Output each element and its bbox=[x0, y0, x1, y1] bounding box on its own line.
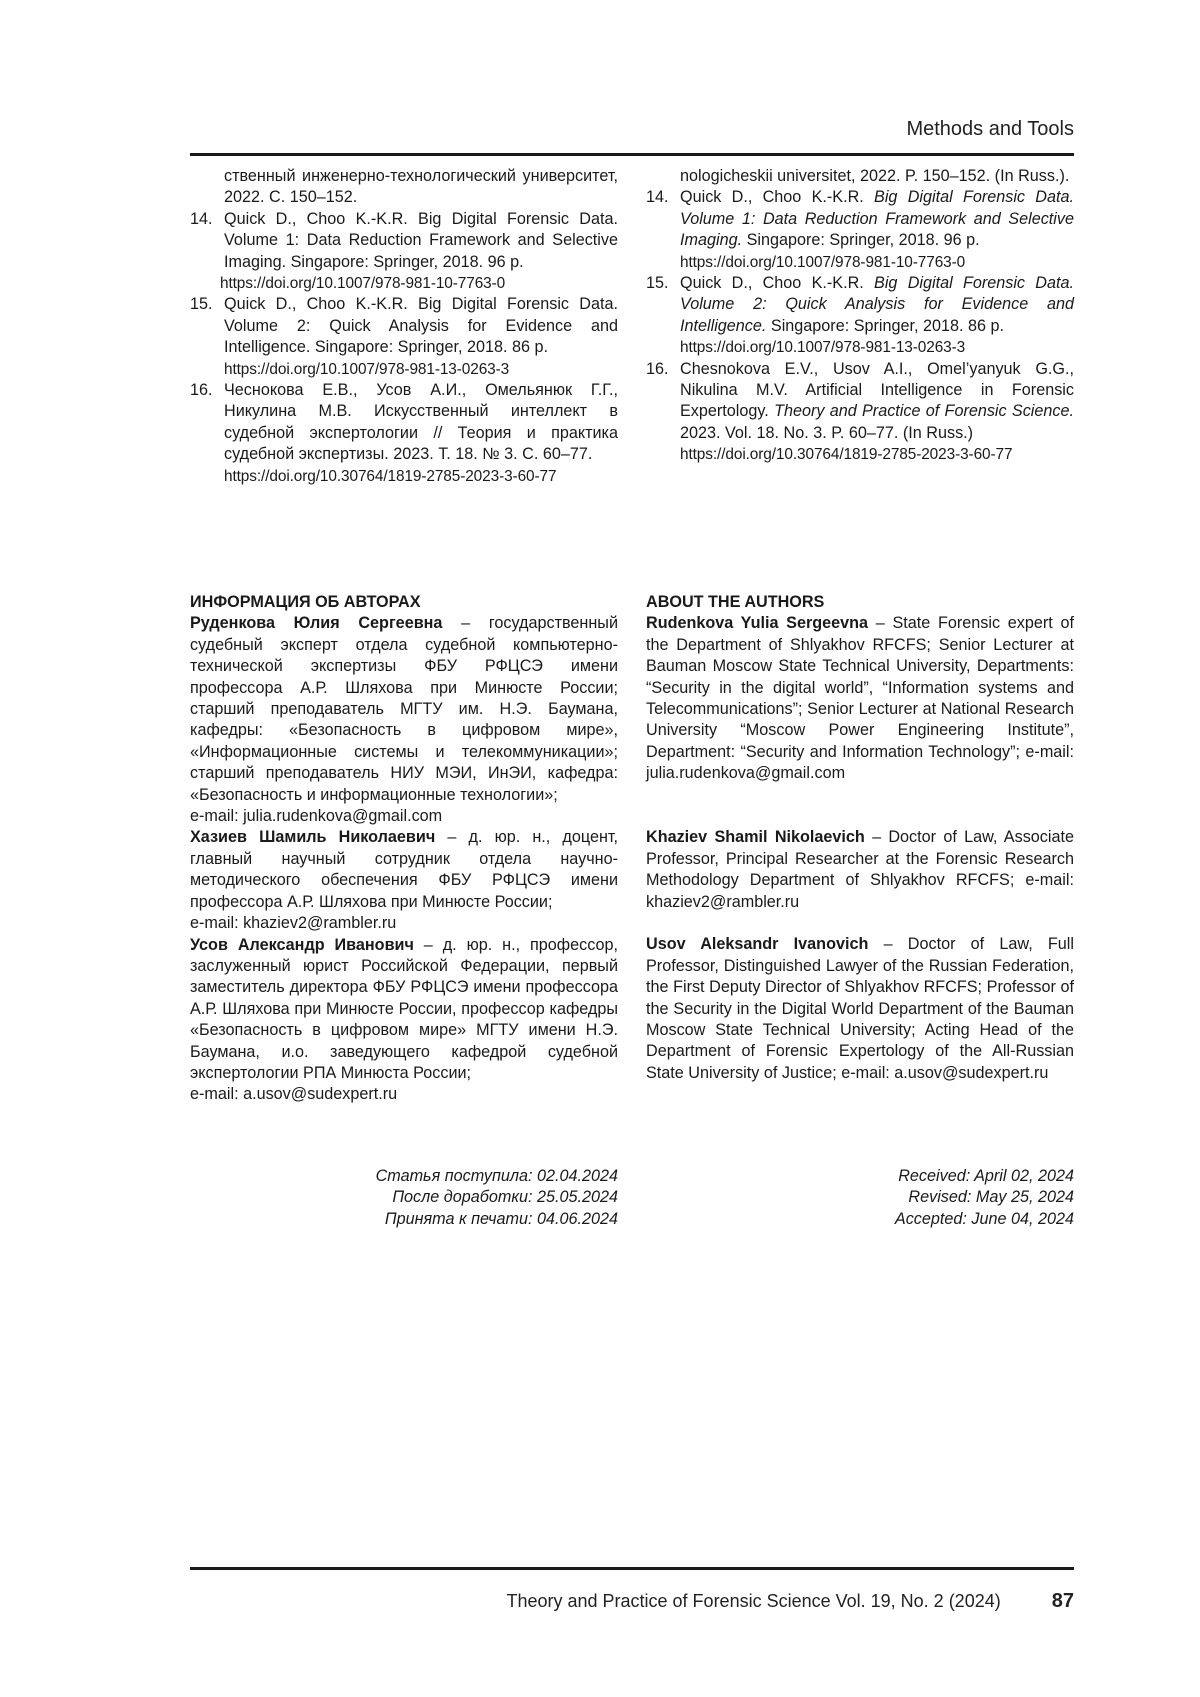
header-rule bbox=[190, 153, 1074, 156]
reference-title: Big Digital Forensic Data. Volume 2: Quick Analysis for Evidence and Intelligence. bbox=[680, 274, 1074, 335]
reference-authors: Quick D., Choo K.-K.R. bbox=[680, 188, 875, 207]
date-received: Received: April 02, 2024 bbox=[898, 1167, 1074, 1185]
author-bio: – д. юр. н., профессор, заслуженный юрист Российской Федерации, первый заместитель директора ФБУ РФЦСЭ имени профессора А.Р. Шляхова при Минюсте России, профессор кафедры «Безопасность в цифровом мире» МГТУ имени Н.Э. Баумана, и.о. заведующего кафедрой судебной экспертологии РПА Минюста России; bbox=[190, 935, 618, 1082]
article-dates-en bbox=[646, 1166, 1074, 1230]
reference-publisher: Singapore: Springer, 2018. 86 p. bbox=[766, 316, 1004, 335]
authors-ru bbox=[190, 592, 618, 1106]
reference-authors: Chesnokova E.V., Usov A.I., Omel’yanyuk G.G., Nikulina M.V. Artificial Intelligence in Forensic Expertology. bbox=[680, 359, 1074, 421]
reference-text: Чеснокова Е.В., Усов А.И., Омельянюк Г.Г., Никулина М.В. Искусственный интеллект в судебной экспертологии // Теория и практика судебной экспертизы. 2023. Т. 18. № 3. С. 60–77. bbox=[224, 381, 618, 464]
author-name: Руденкова Юлия Сергеевна bbox=[190, 614, 443, 633]
reference-item bbox=[646, 359, 1074, 466]
section-label: Methods and Tools bbox=[906, 118, 1074, 140]
author-entry bbox=[646, 827, 1074, 913]
reference-item bbox=[190, 209, 618, 273]
author-email[interactable]: e-mail: a.usov@sudexpert.ru bbox=[190, 1085, 398, 1104]
date-revised: После доработки: 25.05.2024 bbox=[392, 1188, 618, 1207]
references-ru bbox=[190, 166, 618, 487]
reference-number: 16. bbox=[190, 381, 213, 400]
author-name: Усов Александр Иванович bbox=[190, 935, 414, 954]
authors-en bbox=[646, 592, 1074, 1084]
author-name: Usov Aleksandr Ivanovich bbox=[646, 935, 869, 954]
author-bio: – д. юр. н., доцент, главный научный сотрудник отдела научно-методического обеспечения ФБУ РФЦСЭ имени профессора А.Р. Шляхова при Минюсте России; bbox=[190, 828, 619, 911]
reference-doi[interactable]: https://doi.org/10.1007/978-981-13-0263-3 bbox=[224, 360, 510, 378]
reference-number: 14. bbox=[646, 188, 669, 207]
references-en bbox=[646, 166, 1074, 466]
article-dates-ru bbox=[190, 1166, 618, 1230]
reference-number: 14. bbox=[190, 209, 213, 228]
author-entry bbox=[190, 935, 618, 1085]
reference-title: Theory and Practice of Forensic Science. bbox=[774, 402, 1074, 421]
date-revised: Revised: May 25, 2024 bbox=[908, 1188, 1074, 1207]
reference-item bbox=[190, 380, 618, 487]
reference-continuation: ственный инженерно-технологический университет, 2022. С. 150–152. bbox=[224, 167, 618, 207]
reference-text: Quick D., Choo K.-K.R. Big Digital Forensic Data. Volume 2: Quick Analysis for Evidence and Intelligence. Singapore: Springer, 2018. 86 p. bbox=[224, 295, 618, 357]
reference-item bbox=[190, 294, 618, 380]
reference-title: Big Digital Forensic Data. Volume 1: Data Reduction Framework and Selective Imaging. bbox=[680, 188, 1074, 250]
reference-number: 15. bbox=[190, 295, 213, 314]
author-bio: – государственный судебный эксперт отдела судебной компьютерно-технической экспертизы ФБУ РФЦСЭ имени профессора А.Р. Шляхова при Минюсте России; старший преподаватель МГТУ им. Н.Э. Баумана, кафедры: «Безопасность в цифровом мире», «Информационные системы и телекоммуникации»; старший преподаватель НИУ МЭИ, ИнЭИ, кафедра: «Безопасность и информационные технологии»; bbox=[190, 614, 618, 804]
reference-number: 15. bbox=[646, 274, 669, 293]
author-bio: – Doctor of Law, Full Professor, Distinguished Lawyer of the Russian Federation, the First Deputy Director of Shlyakhov RFCFS; Professor of the Security in the Digital World Department of the Bauman Moscow State Technical University; Acting Head of the Department of Forensic Expertology of the All-Russian State University of Justice; e-mail: a.usov@sudexpert.ru bbox=[646, 935, 1074, 1082]
author-name: Хазиев Шамиль Николаевич bbox=[190, 828, 436, 847]
reference-doi[interactable]: https://doi.org/10.1007/978-981-10-7763-0 bbox=[680, 253, 966, 271]
journal-title: Theory and Practice of Forensic Science Vol. 19, No. 2 (2024) bbox=[506, 1591, 1001, 1611]
reference-publisher: Singapore: Springer, 2018. 96 p. bbox=[742, 231, 980, 250]
reference-continuation: nologicheskii universitet, 2022. P. 150–152. (In Russ.). bbox=[680, 167, 1070, 185]
authors-heading: ABOUT THE AUTHORS bbox=[646, 593, 825, 611]
reference-item bbox=[646, 187, 1074, 273]
author-bio: – Doctor of Law, Associate Professor, Principal Researcher at the Forensic Research Methodology Department of Shlyakhov RFCFS; e-mail: khaziev2@rambler.ru bbox=[646, 828, 1074, 911]
reference-publisher: 2023. Vol. 18. No. 3. P. 60–77. (In Russ.) bbox=[680, 423, 974, 442]
authors-heading: ИНФОРМАЦИЯ ОБ АВТОРАХ bbox=[190, 593, 421, 611]
date-received: Статья поступила: 02.04.2024 bbox=[375, 1167, 618, 1185]
author-entry bbox=[646, 934, 1074, 1084]
reference-doi[interactable]: https://doi.org/10.1007/978-981-13-0263-3 bbox=[680, 339, 966, 357]
author-name: Khaziev Shamil Nikolaevich bbox=[646, 828, 865, 847]
date-accepted: Accepted: June 04, 2024 bbox=[894, 1209, 1074, 1228]
author-email[interactable]: e-mail: julia.rudenkova@gmail.com bbox=[190, 807, 443, 826]
reference-authors: Quick D., Choo K.-K.R. bbox=[680, 274, 875, 293]
reference-text: Quick D., Choo K.-K.R. Big Digital Forensic Data. Volume 1: Data Reduction Framework and Selective Imaging. Singapore: Springer, 2018. 96 p. bbox=[224, 209, 618, 271]
author-entry bbox=[190, 613, 618, 806]
author-name: Rudenkova Yulia Sergeevna bbox=[646, 614, 869, 633]
reference-doi[interactable]: https://doi.org/10.1007/978-981-10-7763-0 bbox=[220, 275, 506, 293]
reference-doi[interactable]: https://doi.org/10.30764/1819-2785-2023-3-60-77 bbox=[680, 446, 1013, 464]
author-email[interactable]: e-mail: khaziev2@rambler.ru bbox=[190, 914, 397, 933]
reference-doi[interactable]: https://doi.org/10.30764/1819-2785-2023-3-60-77 bbox=[224, 467, 557, 485]
footer-rule bbox=[190, 1567, 1074, 1570]
page-number: 87 bbox=[1051, 1590, 1074, 1612]
date-accepted: Принята к печати: 04.06.2024 bbox=[384, 1209, 618, 1228]
page-footer bbox=[506, 1590, 1074, 1613]
reference-item bbox=[646, 273, 1074, 359]
author-entry bbox=[646, 613, 1074, 784]
reference-number: 16. bbox=[646, 359, 669, 378]
author-bio: – State Forensic expert of the Department of Shlyakhov RFCFS; Senior Lecturer at Bauman Moscow State Technical University, Departments: “Security in the digital world”, “Information systems and Telecommunications”; Senior Lecturer at National Research University “Moscow Power Engineering Institute”, Department: “Security and Information Technology”; e-mail: julia.rudenkova@gmail.com bbox=[646, 614, 1074, 783]
author-entry bbox=[190, 827, 618, 913]
